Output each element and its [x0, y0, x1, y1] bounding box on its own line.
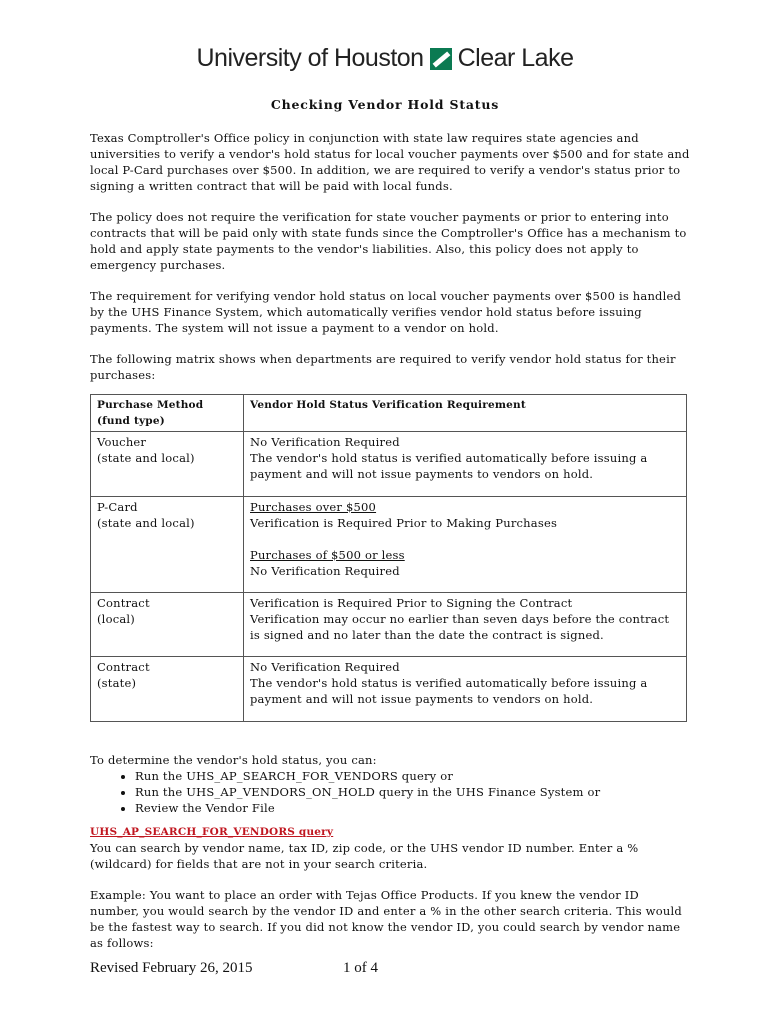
table-cell	[91, 497, 244, 593]
paragraph: Example: You want to place an order with Tejas Office Products. If you knew the vendor ID number, you would search by the vendor ID and enter a % in the other search criteria. This would be the fastest way to search. If you did not know the vendor ID, you could search by vendor name as follows:	[90, 888, 682, 950]
fund-type: (state)	[97, 676, 137, 690]
paragraph: The requirement for verifying vendor hold status on local voucher payments over $500 is handled by the UHS Finance System, which automatically verifies vendor hold status before issuing payments. The system will not issue a payment to a vendor on hold.	[90, 289, 682, 335]
list-item: • Review the Vendor File	[135, 800, 690, 816]
search-query-section-heading[interactable]: UHS_AP_SEARCH_FOR_VENDORS query	[90, 826, 334, 838]
requirement-line: No Verification Required	[250, 660, 400, 674]
requirement-detail: The vendor's hold status is verified automatically before issuing a payment and will not issue payments to vendors on hold.	[250, 676, 648, 706]
requirement-detail: The vendor's hold status is verified automatically before issuing a payment and will not issue payments to vendors on hold.	[250, 451, 648, 481]
table-cell	[91, 432, 244, 497]
list-item: • Run the UHS_AP_SEARCH_FOR_VENDORS query or	[135, 768, 690, 784]
paragraph: Texas Comptroller's Office policy in conjunction with state law requires state agencies and universities to verify a vendor's hold status for local voucher payments over $500 and for state and local P-Card purchases over $500. In addition, we are required to verify a vendor's status prior to signing a written contract that will be paid with local funds.	[90, 131, 690, 193]
purchase-method: Contract	[97, 596, 150, 610]
purchase-method: Contract	[97, 660, 150, 674]
purchase-method: Voucher	[97, 435, 147, 449]
page-footer	[90, 960, 690, 977]
table-header-row	[91, 395, 687, 432]
requirement-detail: Verification may occur no earlier than seven days before the contract is signed and no later than the date the contract is signed.	[250, 612, 670, 642]
options-list	[90, 768, 690, 816]
table-cell	[244, 497, 687, 593]
requirement-subheading: Purchases over $500	[250, 500, 377, 514]
fund-type: (state and local)	[97, 451, 195, 465]
logo-text-left: University of Houston	[196, 44, 424, 72]
table-cell	[91, 657, 244, 722]
table-header-cell: Vendor Hold Status Verification Requirement	[244, 395, 687, 432]
page-title: Checking Vendor Hold Status	[270, 97, 500, 112]
logo-text-right: Clear Lake	[457, 44, 574, 72]
fund-type: (state and local)	[97, 516, 195, 530]
paragraph: The following matrix shows when departments are required to verify vendor hold status for their purchases:	[90, 352, 676, 382]
table-row	[91, 432, 687, 497]
table-cell	[244, 432, 687, 497]
verification-matrix-table	[90, 394, 687, 722]
table-row	[91, 497, 687, 593]
determine-intro: To determine the vendor's hold status, you can:	[90, 753, 377, 767]
paragraph: You can search by vendor name, tax ID, zip code, or the UHS vendor ID number. Enter a % (wildcard) for fields that are not in your search criteria.	[90, 841, 639, 871]
paragraph: The policy does not require the verification for state voucher payments or prior to entering into contracts that will be paid only with state funds since the Comptroller's Office has a mechanism to hold and apply state payments to the vendor's liabilities. Also, this policy does not apply to emergency purchases.	[90, 210, 687, 272]
university-logo	[0, 44, 770, 73]
purchase-method: P-Card	[97, 500, 138, 514]
header-fund-type: (fund type)	[97, 415, 165, 427]
page-number: 1 of 4	[343, 960, 378, 976]
list-item: • Run the UHS_AP_VENDORS_ON_HOLD query in the UHS Finance System or	[135, 784, 690, 800]
requirement-line: Verification is Required Prior to Making Purchases	[250, 516, 558, 530]
requirement-line: Verification is Required Prior to Signing the Contract	[250, 596, 573, 610]
table-cell	[244, 593, 687, 657]
requirement-line: No Verification Required	[250, 564, 400, 578]
table-row	[91, 657, 687, 722]
logo-mark-icon	[430, 48, 452, 70]
requirement-subheading: Purchases of $500 or less	[250, 548, 405, 562]
header-purchase-method: Purchase Method	[97, 399, 204, 411]
fund-type: (local)	[97, 612, 135, 626]
revised-date: Revised February 26, 2015	[90, 960, 253, 976]
document-body	[90, 130, 690, 966]
requirement-line: No Verification Required	[250, 435, 400, 449]
table-cell	[244, 657, 687, 722]
table-cell	[91, 593, 244, 657]
table-header-cell	[91, 395, 244, 432]
table-row	[91, 593, 687, 657]
